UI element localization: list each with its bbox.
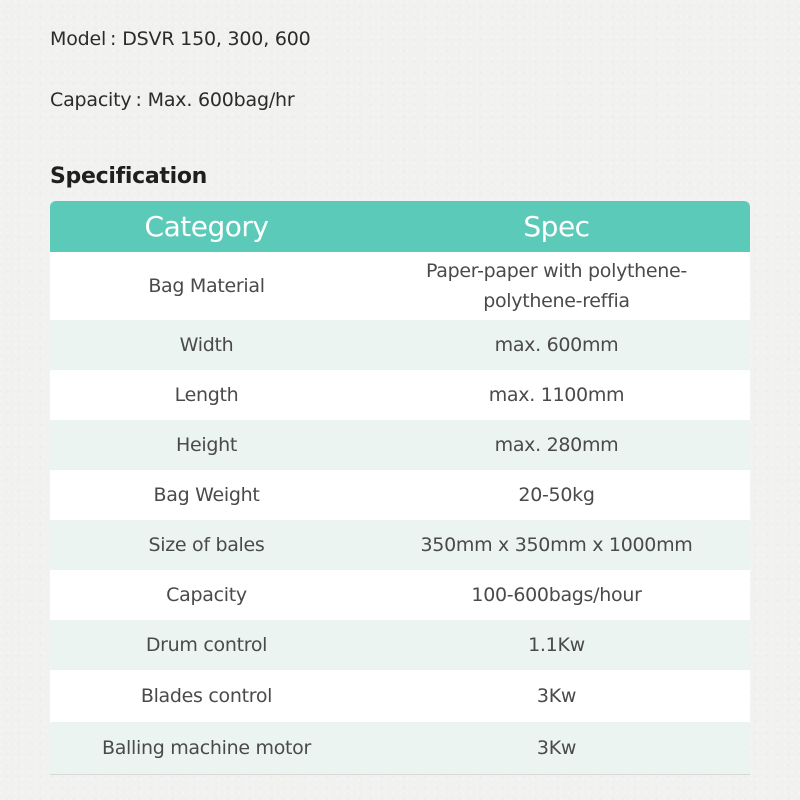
spec-cell: max. 600mm bbox=[363, 320, 750, 370]
table-row bbox=[50, 470, 750, 520]
spec-cell: 20-50kg bbox=[363, 470, 750, 520]
category-cell: Width bbox=[50, 320, 363, 370]
category-cell: Bag Weight bbox=[50, 470, 363, 520]
spec-cell bbox=[363, 252, 750, 320]
category-cell: Capacity bbox=[50, 570, 363, 620]
category-cell: Height bbox=[50, 420, 363, 470]
table-row bbox=[50, 420, 750, 470]
category-cell: Length bbox=[50, 370, 363, 420]
category-cell: Size of bales bbox=[50, 520, 363, 570]
model-line bbox=[50, 28, 311, 50]
table-row bbox=[50, 670, 750, 722]
model-value: DSVR 150, 300, 600 bbox=[122, 28, 311, 50]
spec-cell: max. 280mm bbox=[363, 420, 750, 470]
model-label: Model bbox=[50, 28, 107, 50]
table-row bbox=[50, 570, 750, 620]
table-row bbox=[50, 620, 750, 670]
specification-table bbox=[50, 201, 750, 775]
specification-heading: Specification bbox=[50, 164, 208, 189]
spec-cell-line: polythene-reffia bbox=[483, 290, 630, 312]
spec-cell: 3Kw bbox=[363, 722, 750, 774]
table-row bbox=[50, 370, 750, 420]
capacity-value: Max. 600bag/hr bbox=[147, 89, 295, 111]
spec-cell: 100-600bags/hour bbox=[363, 570, 750, 620]
model-separator: : bbox=[110, 28, 117, 50]
capacity-label: Capacity bbox=[50, 89, 132, 111]
table-header-row bbox=[50, 201, 750, 252]
spec-cell: max. 1100mm bbox=[363, 370, 750, 420]
spec-cell: 1.1Kw bbox=[363, 620, 750, 670]
table-row bbox=[50, 320, 750, 370]
table-row bbox=[50, 520, 750, 570]
category-cell: Drum control bbox=[50, 620, 363, 670]
capacity-separator: : bbox=[135, 89, 142, 111]
table-row bbox=[50, 722, 750, 774]
category-cell: Blades control bbox=[50, 670, 363, 722]
spec-cell: 3Kw bbox=[363, 670, 750, 722]
category-cell: Bag Material bbox=[50, 252, 363, 320]
spec-column-header: Spec bbox=[363, 201, 750, 252]
category-cell: Balling machine motor bbox=[50, 722, 363, 774]
capacity-line bbox=[50, 89, 294, 111]
spec-cell-line: Paper-paper with polythene- bbox=[426, 260, 687, 282]
table-row bbox=[50, 252, 750, 320]
category-column-header: Category bbox=[50, 201, 363, 252]
spec-cell: 350mm x 350mm x 1000mm bbox=[363, 520, 750, 570]
